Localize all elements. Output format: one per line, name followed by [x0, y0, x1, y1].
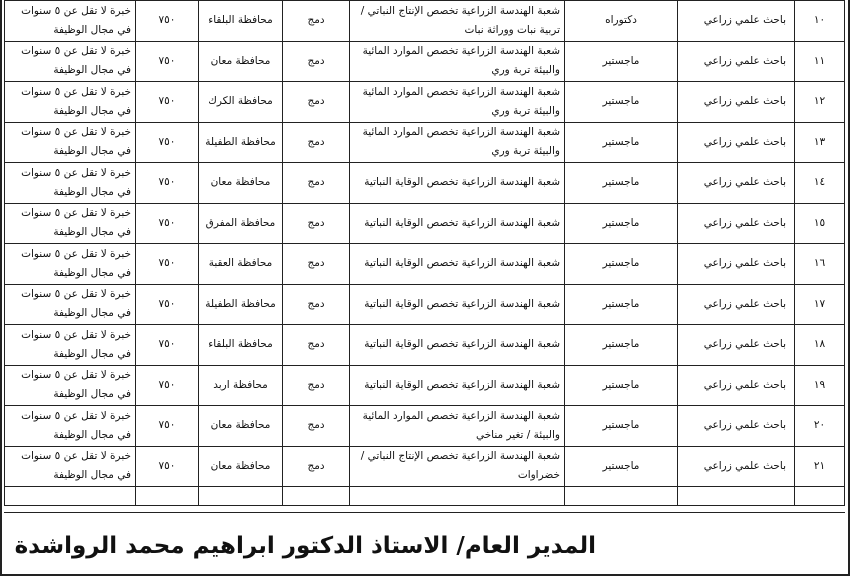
appointment-type-cell: دمج: [283, 406, 350, 447]
location-cell: محافظة اربد: [199, 365, 283, 406]
experience-cell: خبرة لا تقل عن ٥ سنوات في مجال الوظيفة: [5, 203, 136, 244]
specialization-cell: شعبة الهندسة الزراعية تخصص الموارد المائية والبيئة تربة وري: [350, 82, 565, 123]
salary-cell: ٧٥٠: [136, 406, 199, 447]
table-row: [5, 365, 845, 406]
appointment-type-cell: دمج: [283, 446, 350, 487]
location-cell: محافظة الكرك: [199, 82, 283, 123]
specialization-cell: شعبة الهندسة الزراعية تخصص الإنتاج النباتي / تربية نبات ووراثة نبات: [350, 1, 565, 42]
jobs-table-body: [5, 1, 845, 506]
location-cell: محافظة معان: [199, 406, 283, 447]
experience-cell: خبرة لا تقل عن ٥ سنوات في مجال الوظيفة: [5, 163, 136, 204]
specialization-cell: شعبة الهندسة الزراعية تخصص الموارد المائية والبيئة تربة وري: [350, 122, 565, 163]
specialization-cell: شعبة الهندسة الزراعية تخصص الموارد المائية والبيئة تربة وري: [350, 41, 565, 82]
empty-cell: [565, 487, 678, 506]
location-cell: محافظة البلقاء: [199, 1, 283, 42]
appointment-type-cell: دمج: [283, 284, 350, 325]
salary-cell: ٧٥٠: [136, 365, 199, 406]
location-cell: محافظة معان: [199, 446, 283, 487]
appointment-type-cell: دمج: [283, 325, 350, 366]
degree-cell: ماجستير: [565, 82, 678, 123]
experience-cell: خبرة لا تقل عن ٥ سنوات في مجال الوظيفة: [5, 41, 136, 82]
degree-cell: ماجستير: [565, 203, 678, 244]
appointment-type-cell: دمج: [283, 163, 350, 204]
location-cell: محافظة معان: [199, 41, 283, 82]
table-row: [5, 325, 845, 366]
empty-cell: [678, 487, 795, 506]
specialization-cell: شعبة الهندسة الزراعية تخصص الوقاية النباتية: [350, 203, 565, 244]
specialization-cell: شعبة الهندسة الزراعية تخصص الموارد المائية والبيئة / تغير مناخي: [350, 406, 565, 447]
empty-cell: [5, 487, 136, 506]
table-row: [5, 284, 845, 325]
table-row: [5, 244, 845, 285]
experience-cell: خبرة لا تقل عن ٥ سنوات في مجال الوظيفة: [5, 1, 136, 42]
job-title-cell: باحث علمي زراعي: [678, 163, 795, 204]
appointment-type-cell: دمج: [283, 122, 350, 163]
table-row: [5, 82, 845, 123]
job-title-cell: باحث علمي زراعي: [678, 82, 795, 123]
experience-cell: خبرة لا تقل عن ٥ سنوات في مجال الوظيفة: [5, 244, 136, 285]
salary-cell: ٧٥٠: [136, 325, 199, 366]
degree-cell: ماجستير: [565, 163, 678, 204]
location-cell: محافظة الطفيلة: [199, 122, 283, 163]
jobs-table: [4, 0, 845, 506]
job-title-cell: باحث علمي زراعي: [678, 325, 795, 366]
row-number-cell: ١٣: [795, 122, 845, 163]
job-title-cell: باحث علمي زراعي: [678, 284, 795, 325]
table-row: [5, 1, 845, 42]
specialization-cell: شعبة الهندسة الزراعية تخصص الإنتاج النباتي /خضراوات: [350, 446, 565, 487]
empty-cell: [795, 487, 845, 506]
row-number-cell: ١١: [795, 41, 845, 82]
job-title-cell: باحث علمي زراعي: [678, 365, 795, 406]
experience-cell: خبرة لا تقل عن ٥ سنوات في مجال الوظيفة: [5, 122, 136, 163]
degree-cell: ماجستير: [565, 284, 678, 325]
salary-cell: ٧٥٠: [136, 122, 199, 163]
job-title-cell: باحث علمي زراعي: [678, 406, 795, 447]
table-row: [5, 163, 845, 204]
table-row: [5, 122, 845, 163]
degree-cell: ماجستير: [565, 122, 678, 163]
degree-cell: دكتوراه: [565, 1, 678, 42]
experience-cell: خبرة لا تقل عن ٥ سنوات في مجال الوظيفة: [5, 325, 136, 366]
degree-cell: ماجستير: [565, 325, 678, 366]
table-row: [5, 41, 845, 82]
salary-cell: ٧٥٠: [136, 284, 199, 325]
degree-cell: ماجستير: [565, 365, 678, 406]
location-cell: محافظة العقبة: [199, 244, 283, 285]
job-title-cell: باحث علمي زراعي: [678, 203, 795, 244]
specialization-cell: شعبة الهندسة الزراعية تخصص الوقاية النباتية: [350, 163, 565, 204]
degree-cell: ماجستير: [565, 41, 678, 82]
row-number-cell: ٢١: [795, 446, 845, 487]
appointment-type-cell: دمج: [283, 203, 350, 244]
location-cell: محافظة معان: [199, 163, 283, 204]
table-row: [5, 446, 845, 487]
empty-cell: [350, 487, 565, 506]
table-row: [5, 203, 845, 244]
specialization-cell: شعبة الهندسة الزراعية تخصص الوقاية النباتية: [350, 284, 565, 325]
appointment-type-cell: دمج: [283, 82, 350, 123]
row-number-cell: ١٢: [795, 82, 845, 123]
row-number-cell: ١٤: [795, 163, 845, 204]
job-title-cell: باحث علمي زراعي: [678, 41, 795, 82]
footer-divider: [4, 512, 845, 513]
job-title-cell: باحث علمي زراعي: [678, 1, 795, 42]
row-number-cell: ١٧: [795, 284, 845, 325]
degree-cell: ماجستير: [565, 446, 678, 487]
table-row: [5, 406, 845, 447]
empty-cell: [136, 487, 199, 506]
salary-cell: ٧٥٠: [136, 446, 199, 487]
row-number-cell: ٢٠: [795, 406, 845, 447]
degree-cell: ماجستير: [565, 406, 678, 447]
appointment-type-cell: دمج: [283, 244, 350, 285]
salary-cell: ٧٥٠: [136, 203, 199, 244]
location-cell: محافظة الطفيلة: [199, 284, 283, 325]
experience-cell: خبرة لا تقل عن ٥ سنوات في مجال الوظيفة: [5, 406, 136, 447]
appointment-type-cell: دمج: [283, 41, 350, 82]
job-title-cell: باحث علمي زراعي: [678, 244, 795, 285]
experience-cell: خبرة لا تقل عن ٥ سنوات في مجال الوظيفة: [5, 82, 136, 123]
job-title-cell: باحث علمي زراعي: [678, 122, 795, 163]
experience-cell: خبرة لا تقل عن ٥ سنوات في مجال الوظيفة: [5, 446, 136, 487]
specialization-cell: شعبة الهندسة الزراعية تخصص الوقاية النباتية: [350, 365, 565, 406]
location-cell: محافظة البلقاء: [199, 325, 283, 366]
empty-cell: [283, 487, 350, 506]
specialization-cell: شعبة الهندسة الزراعية تخصص الوقاية النباتية: [350, 244, 565, 285]
appointment-type-cell: دمج: [283, 365, 350, 406]
row-number-cell: ١٠: [795, 1, 845, 42]
row-number-cell: ١٨: [795, 325, 845, 366]
experience-cell: خبرة لا تقل عن ٥ سنوات في مجال الوظيفة: [5, 284, 136, 325]
experience-cell: خبرة لا تقل عن ٥ سنوات في مجال الوظيفة: [5, 365, 136, 406]
specialization-cell: شعبة الهندسة الزراعية تخصص الوقاية النباتية: [350, 325, 565, 366]
row-number-cell: ١٥: [795, 203, 845, 244]
salary-cell: ٧٥٠: [136, 1, 199, 42]
location-cell: محافظة المفرق: [199, 203, 283, 244]
empty-cell: [199, 487, 283, 506]
degree-cell: ماجستير: [565, 244, 678, 285]
job-title-cell: باحث علمي زراعي: [678, 446, 795, 487]
row-number-cell: ١٩: [795, 365, 845, 406]
salary-cell: ٧٥٠: [136, 244, 199, 285]
salary-cell: ٧٥٠: [136, 82, 199, 123]
director-signature-line: المدير العام/ الاستاذ الدكتور ابراهيم محمد الرواشدة: [14, 533, 596, 559]
salary-cell: ٧٥٠: [136, 41, 199, 82]
row-number-cell: ١٦: [795, 244, 845, 285]
empty-table-row: [5, 487, 845, 506]
salary-cell: ٧٥٠: [136, 163, 199, 204]
appointment-type-cell: دمج: [283, 1, 350, 42]
